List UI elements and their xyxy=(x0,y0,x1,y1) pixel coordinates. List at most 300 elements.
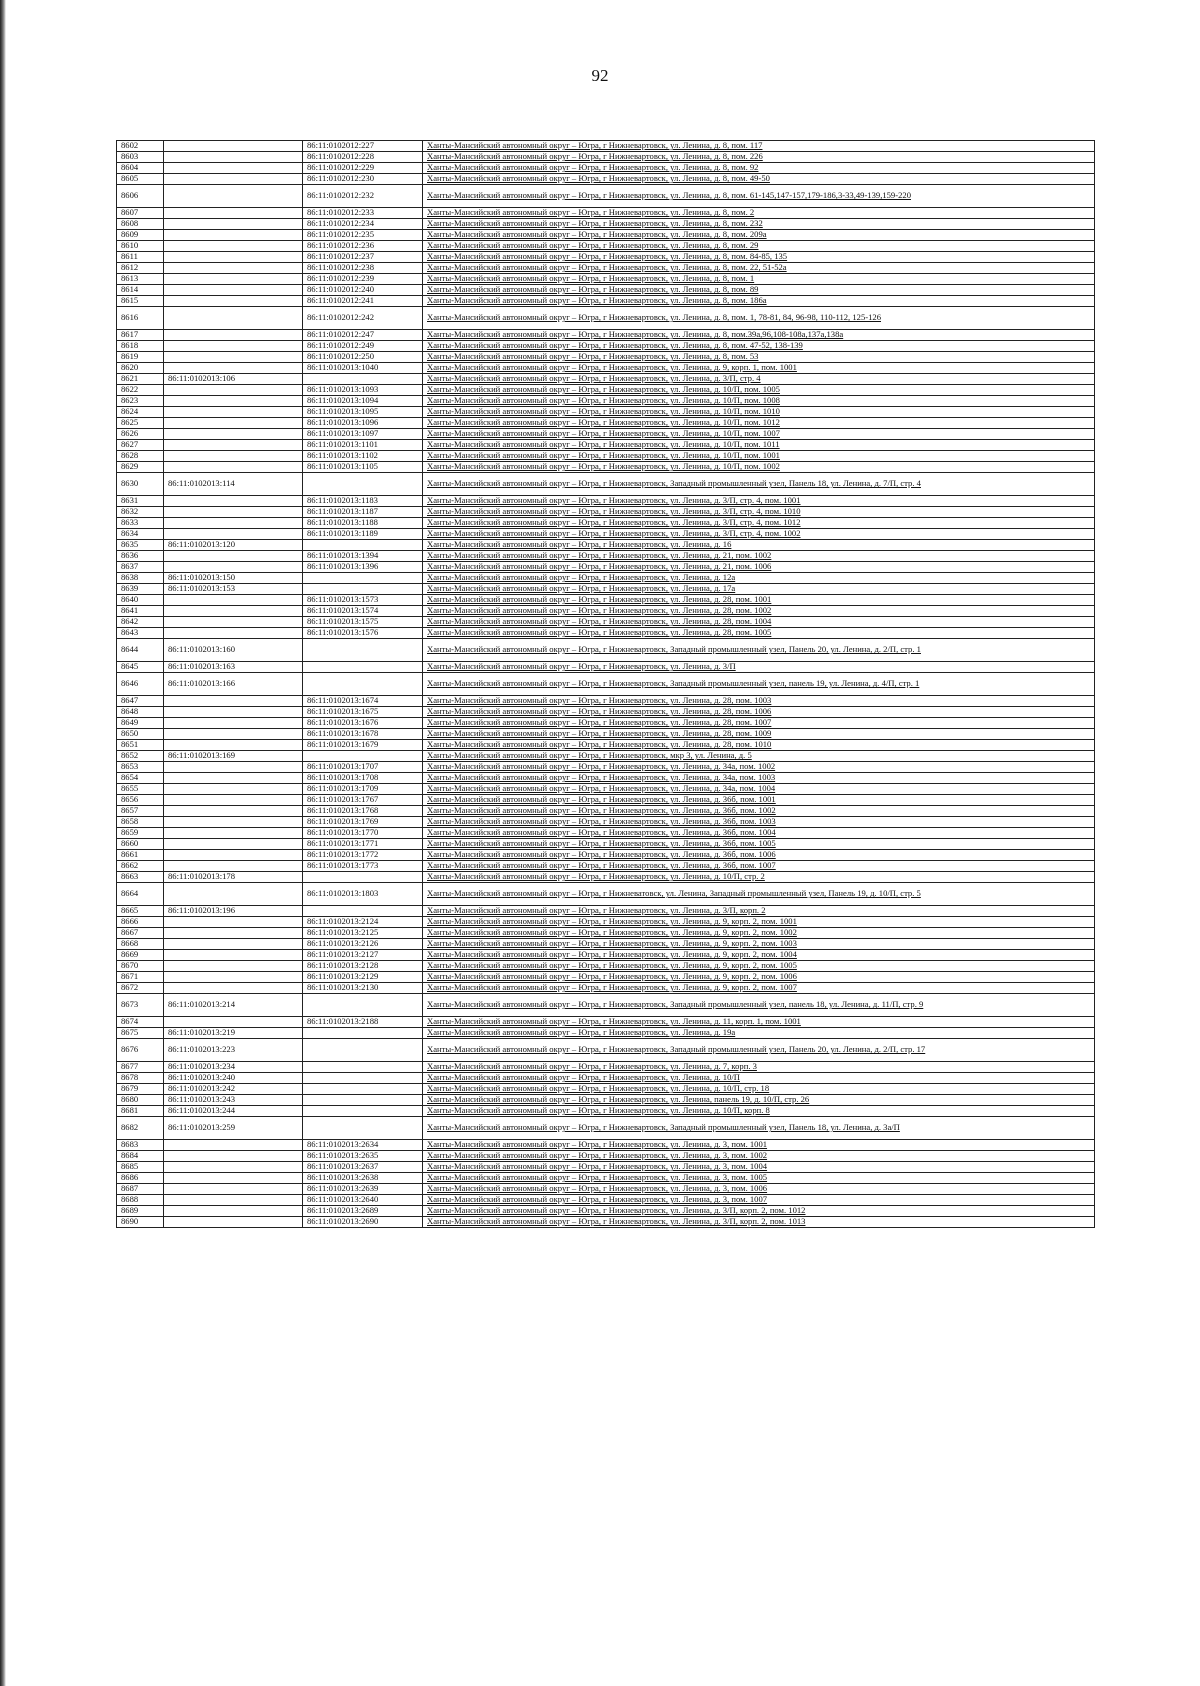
table-row xyxy=(117,518,1095,529)
address-cell: Ханты-Мансийский автономный округ – Югра, г Нижневартовск, ул. Ленина, панель 19, д. 10/П, стр. 26 xyxy=(423,1095,1095,1106)
row-number-cell: 8668 xyxy=(117,939,164,950)
land-cadastral-number-cell xyxy=(164,241,303,252)
address-cell: Ханты-Мансийский автономный округ – Югра, г Нижневартовск, ул. Ленина, д. 7, корп. 3 xyxy=(423,1062,1095,1073)
land-cadastral-number-cell xyxy=(164,230,303,241)
table-row xyxy=(117,363,1095,374)
row-number-cell: 8625 xyxy=(117,418,164,429)
row-number-cell: 8682 xyxy=(117,1117,164,1140)
premises-cadastral-number-cell xyxy=(303,673,423,696)
row-number-cell: 8620 xyxy=(117,363,164,374)
land-cadastral-number-cell xyxy=(164,806,303,817)
address-cell: Ханты-Мансийский автономный округ – Югра, г Нижневартовск, ул. Ленина, д. 8, пом. 84-85, 135 xyxy=(423,252,1095,263)
row-number-cell: 8606 xyxy=(117,185,164,208)
address-cell: Ханты-Мансийский автономный округ – Югра, г Нижневартовск, Западный промышленный узел, панель 18, ул. Ленина, д. 11/П, стр. 9 xyxy=(423,994,1095,1017)
premises-cadastral-number-cell: 86:11:0102013:1576 xyxy=(303,628,423,639)
land-cadastral-number-cell: 86:11:0102013:240 xyxy=(164,1073,303,1084)
table-row xyxy=(117,230,1095,241)
table-row xyxy=(117,707,1095,718)
table-row xyxy=(117,562,1095,573)
premises-cadastral-number-cell: 86:11:0102013:1187 xyxy=(303,507,423,518)
premises-cadastral-number-cell: 86:11:0102012:233 xyxy=(303,208,423,219)
row-number-cell: 8670 xyxy=(117,961,164,972)
address-cell: Ханты-Мансийский автономный округ – Югра, г Нижневартовск, ул. Ленина, д. 3, пом. 1006 xyxy=(423,1184,1095,1195)
premises-cadastral-number-cell xyxy=(303,906,423,917)
row-number-cell: 8610 xyxy=(117,241,164,252)
address-cell: Ханты-Мансийский автономный округ – Югра, г Нижневартовск, ул. Ленина, д. 3/П xyxy=(423,662,1095,673)
premises-cadastral-number-cell: 86:11:0102012:229 xyxy=(303,163,423,174)
row-number-cell: 8649 xyxy=(117,718,164,729)
address-cell: Ханты-Мансийский автономный округ – Югра, г Нижневартовск, ул. Ленина, д. 8, пом. 232 xyxy=(423,219,1095,230)
premises-cadastral-number-cell: 86:11:0102012:237 xyxy=(303,252,423,263)
table-row xyxy=(117,507,1095,518)
row-number-cell: 8647 xyxy=(117,696,164,707)
land-cadastral-number-cell xyxy=(164,296,303,307)
row-number-cell: 8607 xyxy=(117,208,164,219)
land-cadastral-number-cell: 86:11:0102013:160 xyxy=(164,639,303,662)
premises-cadastral-number-cell: 86:11:0102013:1675 xyxy=(303,707,423,718)
row-number-cell: 8618 xyxy=(117,341,164,352)
premises-cadastral-number-cell: 86:11:0102013:1189 xyxy=(303,529,423,540)
address-cell: Ханты-Мансийский автономный округ – Югра, г Нижневартовск, ул. Ленина, д. 28, пом. 1001 xyxy=(423,595,1095,606)
premises-cadastral-number-cell: 86:11:0102013:2127 xyxy=(303,950,423,961)
table-row xyxy=(117,828,1095,839)
row-number-cell: 8602 xyxy=(117,141,164,152)
table-row xyxy=(117,163,1095,174)
premises-cadastral-number-cell: 86:11:0102013:2634 xyxy=(303,1140,423,1151)
land-cadastral-number-cell: 86:11:0102013:219 xyxy=(164,1028,303,1039)
address-cell: Ханты-Мансийский автономный округ – Югра, г Нижневартовск, ул. Ленина, д. 34а, пом. 1002 xyxy=(423,762,1095,773)
address-cell: Ханты-Мансийский автономный округ – Югра, г Нижневартовск, ул. Ленина, д. 10/П, пом. 1012 xyxy=(423,418,1095,429)
table-row xyxy=(117,1195,1095,1206)
land-cadastral-number-cell: 86:11:0102013:106 xyxy=(164,374,303,385)
premises-cadastral-number-cell: 86:11:0102012:247 xyxy=(303,330,423,341)
premises-cadastral-number-cell: 86:11:0102013:2640 xyxy=(303,1195,423,1206)
land-cadastral-number-cell: 86:11:0102013:120 xyxy=(164,540,303,551)
land-cadastral-number-cell xyxy=(164,307,303,330)
land-cadastral-number-cell xyxy=(164,972,303,983)
table-row xyxy=(117,407,1095,418)
row-number-cell: 8644 xyxy=(117,639,164,662)
premises-cadastral-number-cell xyxy=(303,374,423,385)
premises-cadastral-number-cell xyxy=(303,1084,423,1095)
address-cell: Ханты-Мансийский автономный округ – Югра, г Нижневартовск, ул. Ленина, д. 10/П, пом. 1010 xyxy=(423,407,1095,418)
table-row xyxy=(117,285,1095,296)
row-number-cell: 8686 xyxy=(117,1173,164,1184)
table-row xyxy=(117,639,1095,662)
address-cell: Ханты-Мансийский автономный округ – Югра, г Нижневартовск, ул. Ленина, д. 8, пом. 29 xyxy=(423,241,1095,252)
address-cell: Ханты-Мансийский автономный округ – Югра, г Нижневартовск, ул. Ленина, д. 12а xyxy=(423,573,1095,584)
address-cell: Ханты-Мансийский автономный округ – Югра, г Нижневартовск, ул. Ленина, д. 17а xyxy=(423,584,1095,595)
table-row xyxy=(117,729,1095,740)
premises-cadastral-number-cell: 86:11:0102013:1676 xyxy=(303,718,423,729)
address-cell: Ханты-Мансийский автономный округ – Югра, г Нижневартовск, ул. Ленина, д. 10/П, стр. 18 xyxy=(423,1084,1095,1095)
address-cell: Ханты-Мансийский автономный округ – Югра, г Нижневартовск, Западный промышленный узел, Панель 18, ул. Ленина, д. 7/П, стр. 4 xyxy=(423,473,1095,496)
land-cadastral-number-cell xyxy=(164,219,303,230)
table-row xyxy=(117,496,1095,507)
address-cell: Ханты-Мансийский автономный округ – Югра, г Нижневартовск, ул. Ленина, д. 9, корп. 2, пом. 1006 xyxy=(423,972,1095,983)
address-cell: Ханты-Мансийский автономный округ – Югра, г Нижневартовск, ул. Ленина, д. 3/П, корп. 2 xyxy=(423,906,1095,917)
premises-cadastral-number-cell: 86:11:0102013:2689 xyxy=(303,1206,423,1217)
land-cadastral-number-cell: 86:11:0102013:234 xyxy=(164,1062,303,1073)
table-row xyxy=(117,1106,1095,1117)
land-cadastral-number-cell xyxy=(164,839,303,850)
land-cadastral-number-cell xyxy=(164,696,303,707)
address-cell: Ханты-Мансийский автономный округ – Югра, г Нижневартовск, ул. Ленина, д. 8, пом. 92 xyxy=(423,163,1095,174)
address-cell: Ханты-Мансийский автономный округ – Югра, г Нижневартовск, ул. Ленина, д. 34а, пом. 1004 xyxy=(423,784,1095,795)
row-number-cell: 8621 xyxy=(117,374,164,385)
table-row xyxy=(117,1117,1095,1140)
land-cadastral-number-cell xyxy=(164,1140,303,1151)
row-number-cell: 8675 xyxy=(117,1028,164,1039)
premises-cadastral-number-cell xyxy=(303,1106,423,1117)
address-cell: Ханты-Мансийский автономный округ – Югра, г Нижневартовск, ул. Ленина, д. 10/П, стр. 2 xyxy=(423,872,1095,883)
land-cadastral-number-cell xyxy=(164,784,303,795)
address-cell: Ханты-Мансийский автономный округ – Югра, г Нижневартовск, ул. Ленина, д. 10/П, пом. 1002 xyxy=(423,462,1095,473)
premises-cadastral-number-cell: 86:11:0102013:1768 xyxy=(303,806,423,817)
land-cadastral-number-cell xyxy=(164,773,303,784)
table-row xyxy=(117,429,1095,440)
address-cell: Ханты-Мансийский автономный округ – Югра, г Нижневартовск, ул. Ленина, д. 8, пом. 226 xyxy=(423,152,1095,163)
table-row xyxy=(117,352,1095,363)
row-number-cell: 8616 xyxy=(117,307,164,330)
land-cadastral-number-cell xyxy=(164,185,303,208)
land-cadastral-number-cell xyxy=(164,828,303,839)
premises-cadastral-number-cell: 86:11:0102013:1396 xyxy=(303,562,423,573)
premises-cadastral-number-cell: 86:11:0102013:1769 xyxy=(303,817,423,828)
land-cadastral-number-cell: 86:11:0102013:214 xyxy=(164,994,303,1017)
table-row xyxy=(117,385,1095,396)
premises-cadastral-number-cell: 86:11:0102013:1770 xyxy=(303,828,423,839)
row-number-cell: 8641 xyxy=(117,606,164,617)
land-cadastral-number-cell: 86:11:0102013:223 xyxy=(164,1039,303,1062)
table-row xyxy=(117,584,1095,595)
land-cadastral-number-cell: 86:11:0102013:150 xyxy=(164,573,303,584)
address-cell: Ханты-Мансийский автономный округ – Югра, г Нижневартовск, ул. Ленина, д. 34а, пом. 1003 xyxy=(423,773,1095,784)
table-row xyxy=(117,972,1095,983)
table-row xyxy=(117,274,1095,285)
address-cell: Ханты-Мансийский автономный округ – Югра, г Нижневартовск, ул. Ленина, д. 3/П, корп. 2, пом. 1013 xyxy=(423,1217,1095,1228)
land-cadastral-number-cell xyxy=(164,740,303,751)
table-row xyxy=(117,1206,1095,1217)
table-row xyxy=(117,1173,1095,1184)
land-cadastral-number-cell: 86:11:0102013:114 xyxy=(164,473,303,496)
land-cadastral-number-cell xyxy=(164,341,303,352)
table-row xyxy=(117,817,1095,828)
premises-cadastral-number-cell xyxy=(303,751,423,762)
row-number-cell: 8690 xyxy=(117,1217,164,1228)
premises-cadastral-number-cell: 86:11:0102013:2128 xyxy=(303,961,423,972)
premises-cadastral-number-cell: 86:11:0102013:2637 xyxy=(303,1162,423,1173)
address-cell: Ханты-Мансийский автономный округ – Югра, г Нижневартовск, ул. Ленина, д. 16 xyxy=(423,540,1095,551)
table-row xyxy=(117,850,1095,861)
address-cell: Ханты-Мансийский автономный округ – Югра, г Нижневартовск, ул. Ленина, д. 8, пом. 47-52, 138-139 xyxy=(423,341,1095,352)
land-cadastral-number-cell xyxy=(164,1162,303,1173)
row-number-cell: 8627 xyxy=(117,440,164,451)
premises-cadastral-number-cell: 86:11:0102013:1394 xyxy=(303,551,423,562)
premises-cadastral-number-cell: 86:11:0102013:1708 xyxy=(303,773,423,784)
address-cell: Ханты-Мансийский автономный округ – Югра, г Нижневартовск, ул. Ленина, д. 9, корп. 1, пом. 1001 xyxy=(423,363,1095,374)
premises-cadastral-number-cell: 86:11:0102013:1772 xyxy=(303,850,423,861)
address-cell: Ханты-Мансийский автономный округ – Югра, г Нижневартовск, ул. Ленина, д. 3/П, стр. 4, пом. 1012 xyxy=(423,518,1095,529)
row-number-cell: 8681 xyxy=(117,1106,164,1117)
land-cadastral-number-cell xyxy=(164,928,303,939)
land-cadastral-number-cell xyxy=(164,595,303,606)
row-number-cell: 8661 xyxy=(117,850,164,861)
land-cadastral-number-cell xyxy=(164,718,303,729)
premises-cadastral-number-cell: 86:11:0102013:1574 xyxy=(303,606,423,617)
table-row xyxy=(117,418,1095,429)
table-row xyxy=(117,551,1095,562)
row-number-cell: 8643 xyxy=(117,628,164,639)
address-cell: Ханты-Мансийский автономный округ – Югра, г Нижневартовск, ул. Ленина, д. 10/П xyxy=(423,1073,1095,1084)
address-cell: Ханты-Мансийский автономный округ – Югра, г Нижневартовск, ул. Ленина, д. 9, корп. 2, пом. 1002 xyxy=(423,928,1095,939)
row-number-cell: 8636 xyxy=(117,551,164,562)
table-row xyxy=(117,296,1095,307)
premises-cadastral-number-cell: 86:11:0102013:1773 xyxy=(303,861,423,872)
premises-cadastral-number-cell: 86:11:0102013:1095 xyxy=(303,407,423,418)
address-cell: Ханты-Мансийский автономный округ – Югра, г Нижневартовск, ул. Ленина, д. 10/П, пом. 1005 xyxy=(423,385,1095,396)
address-cell: Ханты-Мансийский автономный округ – Югра, г Нижневартовск, ул. Ленина, д. 28, пом. 1005 xyxy=(423,628,1095,639)
address-cell: Ханты-Мансийский автономный округ – Югра, г Нижневартовск, ул. Ленина, д. 21, пом. 1002 xyxy=(423,551,1095,562)
land-cadastral-number-cell: 86:11:0102013:178 xyxy=(164,872,303,883)
row-number-cell: 8667 xyxy=(117,928,164,939)
land-cadastral-number-cell xyxy=(164,917,303,928)
address-cell: Ханты-Мансийский автономный округ – Югра, г Нижневартовск, Западный промышленный узел, Панель 20, ул. Ленина, д. 2/П, стр. 1 xyxy=(423,639,1095,662)
row-number-cell: 8654 xyxy=(117,773,164,784)
table-row xyxy=(117,573,1095,584)
row-number-cell: 8659 xyxy=(117,828,164,839)
address-cell: Ханты-Мансийский автономный округ – Югра, г Нижневартовск, ул. Ленина, д. 9, корп. 2, пом. 1005 xyxy=(423,961,1095,972)
land-cadastral-number-cell xyxy=(164,263,303,274)
row-number-cell: 8684 xyxy=(117,1151,164,1162)
row-number-cell: 8614 xyxy=(117,285,164,296)
address-cell: Ханты-Мансийский автономный округ – Югра, г Нижневартовск, ул. Ленина, д. 36б, пом. 1007 xyxy=(423,861,1095,872)
table-row xyxy=(117,950,1095,961)
premises-cadastral-number-cell xyxy=(303,1095,423,1106)
address-cell: Ханты-Мансийский автономный округ – Югра, г Нижневартовск, ул. Ленина, д. 8, пом. 22, 51-52а xyxy=(423,263,1095,274)
premises-cadastral-number-cell xyxy=(303,1039,423,1062)
land-cadastral-number-cell: 86:11:0102013:244 xyxy=(164,1106,303,1117)
land-cadastral-number-cell xyxy=(164,551,303,562)
row-number-cell: 8648 xyxy=(117,707,164,718)
premises-cadastral-number-cell xyxy=(303,1028,423,1039)
table-row xyxy=(117,252,1095,263)
table-row xyxy=(117,673,1095,696)
row-number-cell: 8669 xyxy=(117,950,164,961)
address-cell: Ханты-Мансийский автономный округ – Югра, г Нижневартовск, ул. Ленина, д. 28, пом. 1006 xyxy=(423,707,1095,718)
premises-cadastral-number-cell xyxy=(303,872,423,883)
address-cell: Ханты-Мансийский автономный округ – Югра, г Нижневартовск, Западный промышленный узел, панель 19, ул. Ленина, д. 4/П, стр. 1 xyxy=(423,673,1095,696)
row-number-cell: 8664 xyxy=(117,883,164,906)
land-cadastral-number-cell xyxy=(164,274,303,285)
address-cell: Ханты-Мансийский автономный округ – Югра, г Нижневартовск, ул. Ленина, д. 8, пом.39а,96,108-108а,137а,138а xyxy=(423,330,1095,341)
address-cell: Ханты-Мансийский автономный округ – Югра, г Нижневартовск, ул. Ленина, д. 28, пом. 1002 xyxy=(423,606,1095,617)
land-cadastral-number-cell xyxy=(164,518,303,529)
table-row xyxy=(117,473,1095,496)
land-cadastral-number-cell: 86:11:0102013:243 xyxy=(164,1095,303,1106)
row-number-cell: 8604 xyxy=(117,163,164,174)
table-row xyxy=(117,806,1095,817)
land-cadastral-number-cell xyxy=(164,462,303,473)
land-cadastral-number-cell: 86:11:0102013:153 xyxy=(164,584,303,595)
land-cadastral-number-cell xyxy=(164,817,303,828)
table-row xyxy=(117,1017,1095,1028)
address-cell: Ханты-Мансийский автономный округ – Югра, г Нижневартовск, ул. Ленина, д. 8, пом. 2 xyxy=(423,208,1095,219)
land-cadastral-number-cell xyxy=(164,440,303,451)
address-cell: Ханты-Мансийский автономный округ – Югра, г Нижневартовск, ул. Ленина, д. 10/П, пом. 1001 xyxy=(423,451,1095,462)
table-row xyxy=(117,174,1095,185)
address-cell: Ханты-Мансийский автономный округ – Югра, г Нижневартовск, ул. Ленина, д. 8, пом. 117 xyxy=(423,141,1095,152)
land-cadastral-number-cell xyxy=(164,961,303,972)
table-row xyxy=(117,606,1095,617)
table-row xyxy=(117,839,1095,850)
table-row xyxy=(117,961,1095,972)
land-cadastral-number-cell xyxy=(164,850,303,861)
premises-cadastral-number-cell: 86:11:0102013:1709 xyxy=(303,784,423,795)
row-number-cell: 8609 xyxy=(117,230,164,241)
premises-cadastral-number-cell: 86:11:0102013:1679 xyxy=(303,740,423,751)
row-number-cell: 8671 xyxy=(117,972,164,983)
table-row xyxy=(117,773,1095,784)
row-number-cell: 8617 xyxy=(117,330,164,341)
row-number-cell: 8685 xyxy=(117,1162,164,1173)
table-row xyxy=(117,396,1095,407)
land-cadastral-number-cell xyxy=(164,883,303,906)
address-cell: Ханты-Мансийский автономный округ – Югра, г Нижневартовск, ул. Ленина, д. 28, пом. 1009 xyxy=(423,729,1095,740)
land-cadastral-number-cell xyxy=(164,208,303,219)
land-cadastral-number-cell xyxy=(164,163,303,174)
premises-cadastral-number-cell: 86:11:0102013:1094 xyxy=(303,396,423,407)
table-row xyxy=(117,784,1095,795)
row-number-cell: 8635 xyxy=(117,540,164,551)
land-cadastral-number-cell xyxy=(164,429,303,440)
address-cell: Ханты-Мансийский автономный округ – Югра, г Нижневартовск, мкр 3, ул. Ленина, д. 5 xyxy=(423,751,1095,762)
premises-cadastral-number-cell: 86:11:0102013:1097 xyxy=(303,429,423,440)
table-row xyxy=(117,939,1095,950)
premises-cadastral-number-cell: 86:11:0102013:1183 xyxy=(303,496,423,507)
row-number-cell: 8663 xyxy=(117,872,164,883)
address-cell: Ханты-Мансийский автономный округ – Югра, г Нижневартовск, ул. Ленина, д. 10/П, пом. 1008 xyxy=(423,396,1095,407)
address-cell: Ханты-Мансийский автономный округ – Югра, г Нижневартовск, ул. Ленина, д. 3/П, стр. 4, пом. 1010 xyxy=(423,507,1095,518)
address-cell: Ханты-Мансийский автономный округ – Югра, г Нижневартовск, ул. Ленина, д. 9, корп. 2, пом. 1001 xyxy=(423,917,1095,928)
row-number-cell: 8662 xyxy=(117,861,164,872)
land-cadastral-number-cell xyxy=(164,363,303,374)
premises-cadastral-number-cell: 86:11:0102012:240 xyxy=(303,285,423,296)
row-number-cell: 8665 xyxy=(117,906,164,917)
land-cadastral-number-cell xyxy=(164,1017,303,1028)
row-number-cell: 8646 xyxy=(117,673,164,696)
premises-cadastral-number-cell xyxy=(303,1073,423,1084)
row-number-cell: 8676 xyxy=(117,1039,164,1062)
table-row xyxy=(117,1140,1095,1151)
row-number-cell: 8689 xyxy=(117,1206,164,1217)
table-row xyxy=(117,529,1095,540)
table-row xyxy=(117,662,1095,673)
table-row xyxy=(117,219,1095,230)
address-cell: Ханты-Мансийский автономный округ – Югра, г Нижневартовск, ул. Ленина, д. 3/П, стр. 4, пом. 1001 xyxy=(423,496,1095,507)
land-cadastral-number-cell xyxy=(164,628,303,639)
row-number-cell: 8650 xyxy=(117,729,164,740)
table-row xyxy=(117,374,1095,385)
premises-cadastral-number-cell: 86:11:0102012:228 xyxy=(303,152,423,163)
premises-cadastral-number-cell xyxy=(303,994,423,1017)
table-row xyxy=(117,617,1095,628)
row-number-cell: 8660 xyxy=(117,839,164,850)
table-row xyxy=(117,751,1095,762)
table-row xyxy=(117,241,1095,252)
row-number-cell: 8622 xyxy=(117,385,164,396)
address-cell: Ханты-Мансийский автономный округ – Югра, г Нижневартовск, ул. Ленина, д. 21, пом. 1006 xyxy=(423,562,1095,573)
address-cell: Ханты-Мансийский автономный округ – Югра, г Нижневартовск, Западный промышленный узел, Панель 20, ул. Ленина, д. 2/П, стр. 17 xyxy=(423,1039,1095,1062)
premises-cadastral-number-cell: 86:11:0102013:1188 xyxy=(303,518,423,529)
page-number: 92 xyxy=(591,66,609,85)
land-cadastral-number-cell xyxy=(164,729,303,740)
table-row xyxy=(117,872,1095,883)
premises-cadastral-number-cell: 86:11:0102013:1771 xyxy=(303,839,423,850)
land-cadastral-number-cell xyxy=(164,507,303,518)
premises-cadastral-number-cell: 86:11:0102013:2188 xyxy=(303,1017,423,1028)
land-cadastral-number-cell xyxy=(164,496,303,507)
address-cell: Ханты-Мансийский автономный округ – Югра, г Нижневартовск, Западный промышленный узел, Панель 18, ул. Ленина, д. 3а/П xyxy=(423,1117,1095,1140)
premises-cadastral-number-cell: 86:11:0102013:2635 xyxy=(303,1151,423,1162)
premises-cadastral-number-cell: 86:11:0102013:1707 xyxy=(303,762,423,773)
scan-edge xyxy=(0,0,6,1686)
land-cadastral-number-cell xyxy=(164,152,303,163)
address-cell: Ханты-Мансийский автономный округ – Югра, г Нижневартовск, ул. Ленина, д. 9, корп. 2, пом. 1003 xyxy=(423,939,1095,950)
address-cell: Ханты-Мансийский автономный округ – Югра, г Нижневартовск, ул. Ленина, д. 3/П, корп. 2, пом. 1012 xyxy=(423,1206,1095,1217)
land-cadastral-number-cell xyxy=(164,1184,303,1195)
address-cell: Ханты-Мансийский автономный округ – Югра, г Нижневартовск, ул. Ленина, д. 11, корп. 1, пом. 1001 xyxy=(423,1017,1095,1028)
premises-cadastral-number-cell: 86:11:0102013:2126 xyxy=(303,939,423,950)
row-number-cell: 8656 xyxy=(117,795,164,806)
premises-cadastral-number-cell xyxy=(303,1062,423,1073)
land-cadastral-number-cell xyxy=(164,562,303,573)
premises-cadastral-number-cell: 86:11:0102013:1101 xyxy=(303,440,423,451)
property-register-table xyxy=(116,140,1095,1228)
premises-cadastral-number-cell: 86:11:0102013:2639 xyxy=(303,1184,423,1195)
land-cadastral-number-cell xyxy=(164,451,303,462)
row-number-cell: 8613 xyxy=(117,274,164,285)
premises-cadastral-number-cell: 86:11:0102013:1096 xyxy=(303,418,423,429)
land-cadastral-number-cell xyxy=(164,1173,303,1184)
land-cadastral-number-cell: 86:11:0102013:169 xyxy=(164,751,303,762)
land-cadastral-number-cell xyxy=(164,861,303,872)
land-cadastral-number-cell xyxy=(164,939,303,950)
address-cell: Ханты-Мансийский автономный округ – Югра, г Нижневартовск, ул. Ленина, д. 3, пом. 1001 xyxy=(423,1140,1095,1151)
address-cell: Ханты-Мансийский автономный округ – Югра, г Нижневартовск, ул. Ленина, д. 10/П, пом. 1011 xyxy=(423,440,1095,451)
row-number-cell: 8611 xyxy=(117,252,164,263)
row-number-cell: 8628 xyxy=(117,451,164,462)
row-number-cell: 8688 xyxy=(117,1195,164,1206)
land-cadastral-number-cell: 86:11:0102013:242 xyxy=(164,1084,303,1095)
table-row xyxy=(117,141,1095,152)
table-row xyxy=(117,718,1095,729)
premises-cadastral-number-cell: 86:11:0102013:1102 xyxy=(303,451,423,462)
row-number-cell: 8679 xyxy=(117,1084,164,1095)
premises-cadastral-number-cell: 86:11:0102013:1040 xyxy=(303,363,423,374)
row-number-cell: 8630 xyxy=(117,473,164,496)
row-number-cell: 8674 xyxy=(117,1017,164,1028)
premises-cadastral-number-cell: 86:11:0102013:1678 xyxy=(303,729,423,740)
land-cadastral-number-cell: 86:11:0102013:196 xyxy=(164,906,303,917)
row-number-cell: 8673 xyxy=(117,994,164,1017)
table-row xyxy=(117,1084,1095,1095)
table-row xyxy=(117,1062,1095,1073)
address-cell: Ханты-Мансийский автономный округ – Югра, г Нижневартовск, ул. Ленина, д. 36б, пом. 1004 xyxy=(423,828,1095,839)
premises-cadastral-number-cell: 86:11:0102012:238 xyxy=(303,263,423,274)
land-cadastral-number-cell xyxy=(164,141,303,152)
address-cell: Ханты-Мансийский автономный округ – Югра, г Нижневартовск, ул. Ленина, д. 3, пом. 1007 xyxy=(423,1195,1095,1206)
